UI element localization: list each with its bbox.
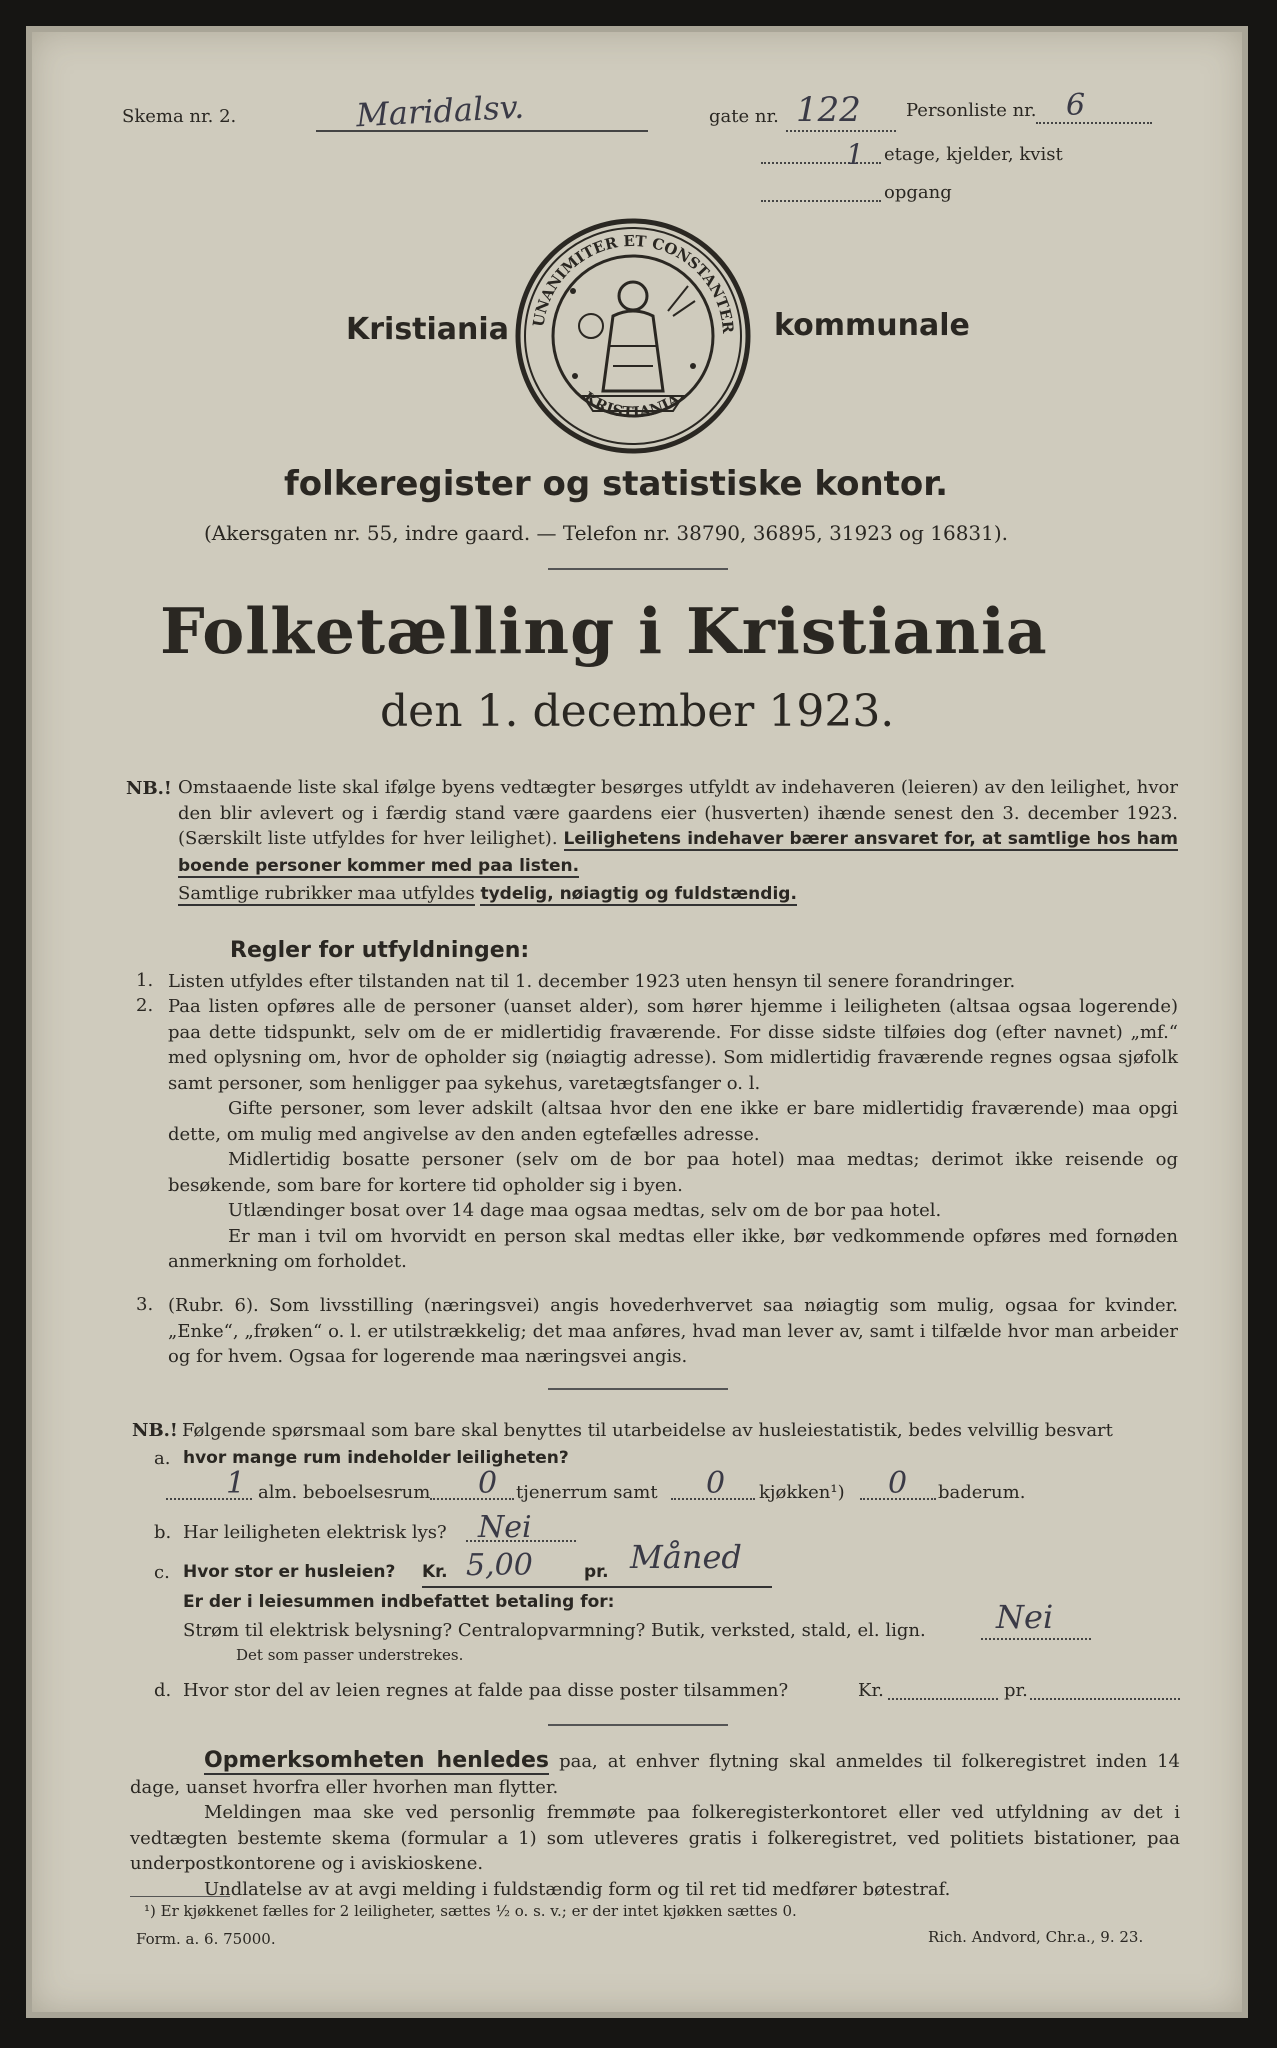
- nb1-text: Omstaaende liste skal ifølge byens vedtægter besørges utfyldt av indehaveren (leieren) av den leilighet, hvor den blir avlevert og i færdig stand være gaardens eier (husverten) ihænde senest den 3. december 1923. (Særskilt liste utfyldes for hver leilighet).: [178, 777, 1178, 849]
- org-right: kommunale: [774, 308, 970, 343]
- opgang-dots: [761, 200, 881, 202]
- personliste-dots: [1036, 122, 1152, 124]
- incl-question: Er der i leiesummen indbefattet betaling for:: [183, 1592, 615, 1612]
- divider: [548, 1724, 728, 1726]
- org-left: Kristiania: [346, 312, 509, 347]
- incl-answer: Nei: [996, 1598, 1054, 1636]
- rooms-label: alm. beboelsesrum: [258, 1482, 431, 1503]
- qc-pr: pr.: [584, 1562, 609, 1582]
- rule2d: Utlændinger bosat over 14 dage maa ogsaa medtas, selv om de bor paa hotel.: [228, 1200, 942, 1221]
- etage-value: 1: [846, 138, 864, 171]
- qc-question: Hvor stor er husleien?: [183, 1562, 396, 1582]
- qd-label: d.: [154, 1680, 172, 1701]
- etage-label: etage, kjelder, kvist: [884, 144, 1063, 165]
- personliste-label: Personliste nr.: [906, 100, 1037, 121]
- rent-amount: 5,00: [466, 1548, 533, 1583]
- printer-mark: Rich. Andvord, Chr.a., 9. 23.: [928, 1928, 1144, 1946]
- rule1: Listen utfyldes efter tilstanden nat til 1. december 1923 uten hensyn til senere forandringer.: [168, 971, 1016, 992]
- page-subtitle: den 1. december 1923.: [380, 686, 895, 737]
- rule2e: Er man i tvil om hvorvidt en person skal medtas eller ikke, bør vedkommende opføres med fornøden anmerkning om forholdet.: [168, 1225, 1178, 1272]
- footnote-divider: [130, 1896, 230, 1897]
- qd-pr: pr.: [1004, 1680, 1028, 1701]
- footnote: ¹) Er kjøkkenet fælles for 2 leiligheter, sættes ½ o. s. v.; er der intet kjøkken sættes 0.: [144, 1902, 797, 1920]
- qd-pr-dots: [1030, 1698, 1180, 1700]
- svg-text:KRISTIANIA: KRISTIANIA: [580, 388, 684, 422]
- divider: [548, 568, 728, 570]
- servant-label: tjenerrum samt: [516, 1482, 658, 1503]
- notice-text2: Meldingen maa ske ved personlig fremmøte paa folkeregisterkontoret eller ved utfyldning av det i vedtægten bestemte skema (formular a 1) som utleveres gratis i folkeregistret, ved politiets bistationer, paa underpostkontorene og i aviskioskene.: [130, 1802, 1180, 1874]
- kitchen-label: kjøkken¹): [759, 1482, 845, 1503]
- office-name: folkeregister og statistiske kontor.: [284, 464, 949, 504]
- rooms-value: 1: [226, 1466, 246, 1501]
- incl-note: Det som passer understrekes.: [236, 1646, 464, 1664]
- qd-question: Hvor stor del av leien regnes at falde paa disse poster tilsammen?: [183, 1680, 789, 1701]
- rules-heading: Regler for utfyldningen:: [230, 938, 530, 963]
- nb2-label: NB.!: [132, 1420, 178, 1441]
- city-seal: [513, 216, 753, 456]
- office-address: (Akersgaten nr. 55, indre gaard. — Telefon nr. 38790, 36895, 31923 og 16831).: [204, 521, 1009, 545]
- notice-text1: paa, at enhver flytning skal anmeldes til folkeregistret inden 14 dage, uanset hvorfra eller hvorhen man flytter.: [130, 1751, 1180, 1798]
- nb1-line3a: Samtlige rubrikker maa utfyldes: [178, 883, 475, 904]
- svg-text:UNANIMITER ET CONSTANTER: UNANIMITER ET CONSTANTER: [529, 231, 738, 335]
- gate-label: gate nr.: [709, 106, 779, 127]
- nb1-bold: Leilighetens indehaver bærer ansvaret for, at samtlige hos ham boende personer kommer med paa listen.: [178, 829, 1179, 876]
- qc-label: c.: [154, 1562, 170, 1583]
- qd-kr-dots: [888, 1698, 998, 1700]
- rent-period: Måned: [630, 1538, 742, 1576]
- rule2b: Gifte personer, som lever adskilt (altsaa hvor den ene ikke er bare midlertidig fraværende) maa opgi dette, om mulig med angivelse av den anden egtefælles adresse.: [168, 1098, 1178, 1145]
- bath-label: baderum.: [938, 1482, 1026, 1503]
- nb2-intro: Følgende spørsmaal som bare skal benyttes til utarbeidelse av husleiestatistik, bedes velvillig besvart: [182, 1420, 1113, 1441]
- servant-dots: [430, 1498, 514, 1500]
- rule3-num: 3.: [136, 1294, 154, 1315]
- kitchen-value: 0: [706, 1466, 726, 1501]
- notice-block: [130, 1748, 1180, 1902]
- page-title: Folketælling i Kristiania: [160, 594, 1048, 668]
- qa-label: a.: [154, 1448, 171, 1469]
- qb-answer: Nei: [478, 1510, 532, 1545]
- bath-value: 0: [888, 1466, 908, 1501]
- servant-value: 0: [478, 1466, 498, 1501]
- census-form-page: [26, 26, 1248, 2018]
- skema-label: Skema nr. 2.: [122, 106, 237, 127]
- notice-lead: Opmerksomheten henledes: [204, 1748, 550, 1773]
- gate-number: 122: [796, 90, 861, 130]
- incl-items: Strøm til elektrisk belysning? Centralopvarmning? Butik, verksted, stald, el. lign.: [183, 1620, 926, 1641]
- personliste-number: 6: [1066, 88, 1086, 123]
- rule2c: Midlertidig bosatte personer (selv om de bor paa hotel) maa medtas; derimot ikke reisende og besøkende, som bare for kortere tid opholder sig i byen.: [168, 1149, 1178, 1196]
- qa-question: hvor mange rum indeholder leiligheten?: [183, 1448, 569, 1468]
- gate-dots: [786, 130, 896, 132]
- nb1-line3b: tydelig, nøiagtig og fuldstændig.: [480, 884, 797, 904]
- notice-text3: Undlatelse av at avgi melding i fuldstændig form og til ret tid medfører bøtestraf.: [204, 1878, 951, 1900]
- seal-icon: [513, 216, 753, 456]
- rule2: Paa listen opføres alle de personer (uanset alder), som hører hjemme i leiligheten (altsaa ogsaa logerende) paa dette tidspunkt, selv om de er midlertidig fraværende. For disse sidste tilføies dog (efter navnet) „mf.“ med oplysning om, hvor de opholder sig (nøiagtig adresse). Som midlertidig fraværende regnes ogsaa sjøfolk samt personer, som henligger paa sykehus, varetægtsfanger o. l.: [168, 996, 1178, 1094]
- incl-dots: [981, 1638, 1091, 1640]
- qd-kr: Kr.: [858, 1680, 884, 1701]
- qc-underline: [422, 1586, 772, 1588]
- form-number: Form. a. 6. 75000.: [136, 1930, 276, 1948]
- rule3: (Rubr. 6). Som livsstilling (næringsvei) angis hovederhvervet saa nøiagtig som mulig, ogsaa for kvinder. „Enke“, „frøken“ o. l. er utilstrækkelig; det maa anføres, hvad man lever av, samt i tilfælde hvor man arbeider og for hvem. Ogsaa for logerende maa næringsvei angis.: [168, 1295, 1178, 1367]
- rule1-num: 1.: [136, 970, 154, 991]
- rule2-num: 2.: [136, 995, 154, 1016]
- qc-kr: Kr.: [422, 1562, 448, 1582]
- street-handwritten: Maridalsv.: [355, 87, 525, 135]
- divider: [548, 1388, 728, 1390]
- qb-question: Har leiligheten elektrisk lys?: [183, 1522, 447, 1543]
- opgang-label: opgang: [884, 182, 952, 203]
- rule2-block: [168, 994, 1178, 1275]
- nb1-block: [178, 775, 1178, 908]
- qb-label: b.: [154, 1522, 172, 1543]
- nb1-label: NB.!: [126, 778, 172, 799]
